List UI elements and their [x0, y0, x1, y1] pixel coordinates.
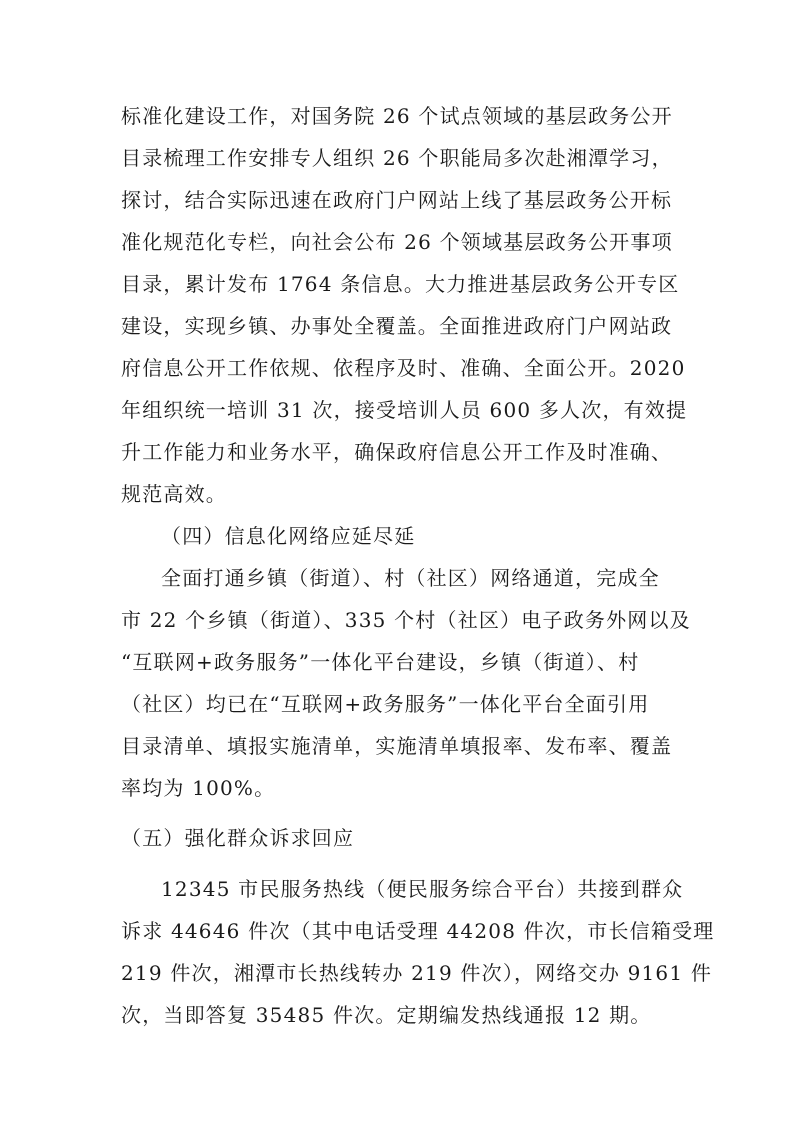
paragraph-line: 率均为 100%。	[121, 776, 276, 800]
paragraph-line: 府信息公开工作依规、依程序及时、准确、全面公开。2020	[121, 356, 686, 380]
paragraph-line: 升工作能力和业务水平，确保政府信息公开工作及时准确、	[121, 440, 673, 464]
section-heading: （五）强化群众诉求回应	[121, 826, 355, 850]
paragraph-line: 市 22 个乡镇（街道）、335 个村（社区）电子政务外网以及	[121, 608, 691, 632]
paragraph-line: 标准化建设工作，对国务院 26 个试点领域的基层政务公开	[121, 104, 673, 128]
paragraph-line: 准化规范化专栏，向社会公布 26 个领域基层政务公开事项	[121, 230, 673, 254]
paragraph-line: 建设，实现乡镇、办事处全覆盖。全面推进政府门户网站政	[121, 314, 673, 338]
paragraph-line: 探讨，结合实际迅速在政府门户网站上线了基层政务公开标	[121, 188, 673, 212]
paragraph-line: 全面打通乡镇（街道）、村（社区）网络通道，完成全	[161, 566, 660, 590]
paragraph-line: 219 件次，湘潭市长热线转办 219 件次），网络交办 9161 件	[121, 961, 713, 985]
paragraph-line: “互联网+政务服务”一体化平台建设，乡镇（街道）、村	[121, 650, 640, 674]
paragraph-line: 目录，累计发布 1764 条信息。大力推进基层政务公开专区	[121, 272, 680, 296]
paragraph-line: （社区）均已在“互联网+政务服务”一体化平台全面引用	[121, 692, 650, 716]
paragraph-line: 目录清单、填报实施清单，实施清单填报率、发布率、覆盖	[121, 734, 673, 758]
paragraph-line: 规范高效。	[121, 482, 227, 506]
paragraph-line: 年组织统一培训 31 次，接受培训人员 600 多人次，有效提	[121, 398, 688, 422]
paragraph-line: 诉求 44646 件次（其中电话受理 44208 件次，市长信箱受理	[121, 919, 715, 943]
section-heading: （四）信息化网络应延尽延	[161, 524, 416, 548]
paragraph-line: 次，当即答复 35485 件次。定期编发热线通报 12 期。	[121, 1003, 652, 1027]
paragraph-line: 目录梳理工作安排专人组织 26 个职能局多次赴湘潭学习，	[121, 146, 673, 170]
paragraph-line: 12345 市民服务热线（便民服务综合平台）共接到群众	[161, 877, 684, 901]
